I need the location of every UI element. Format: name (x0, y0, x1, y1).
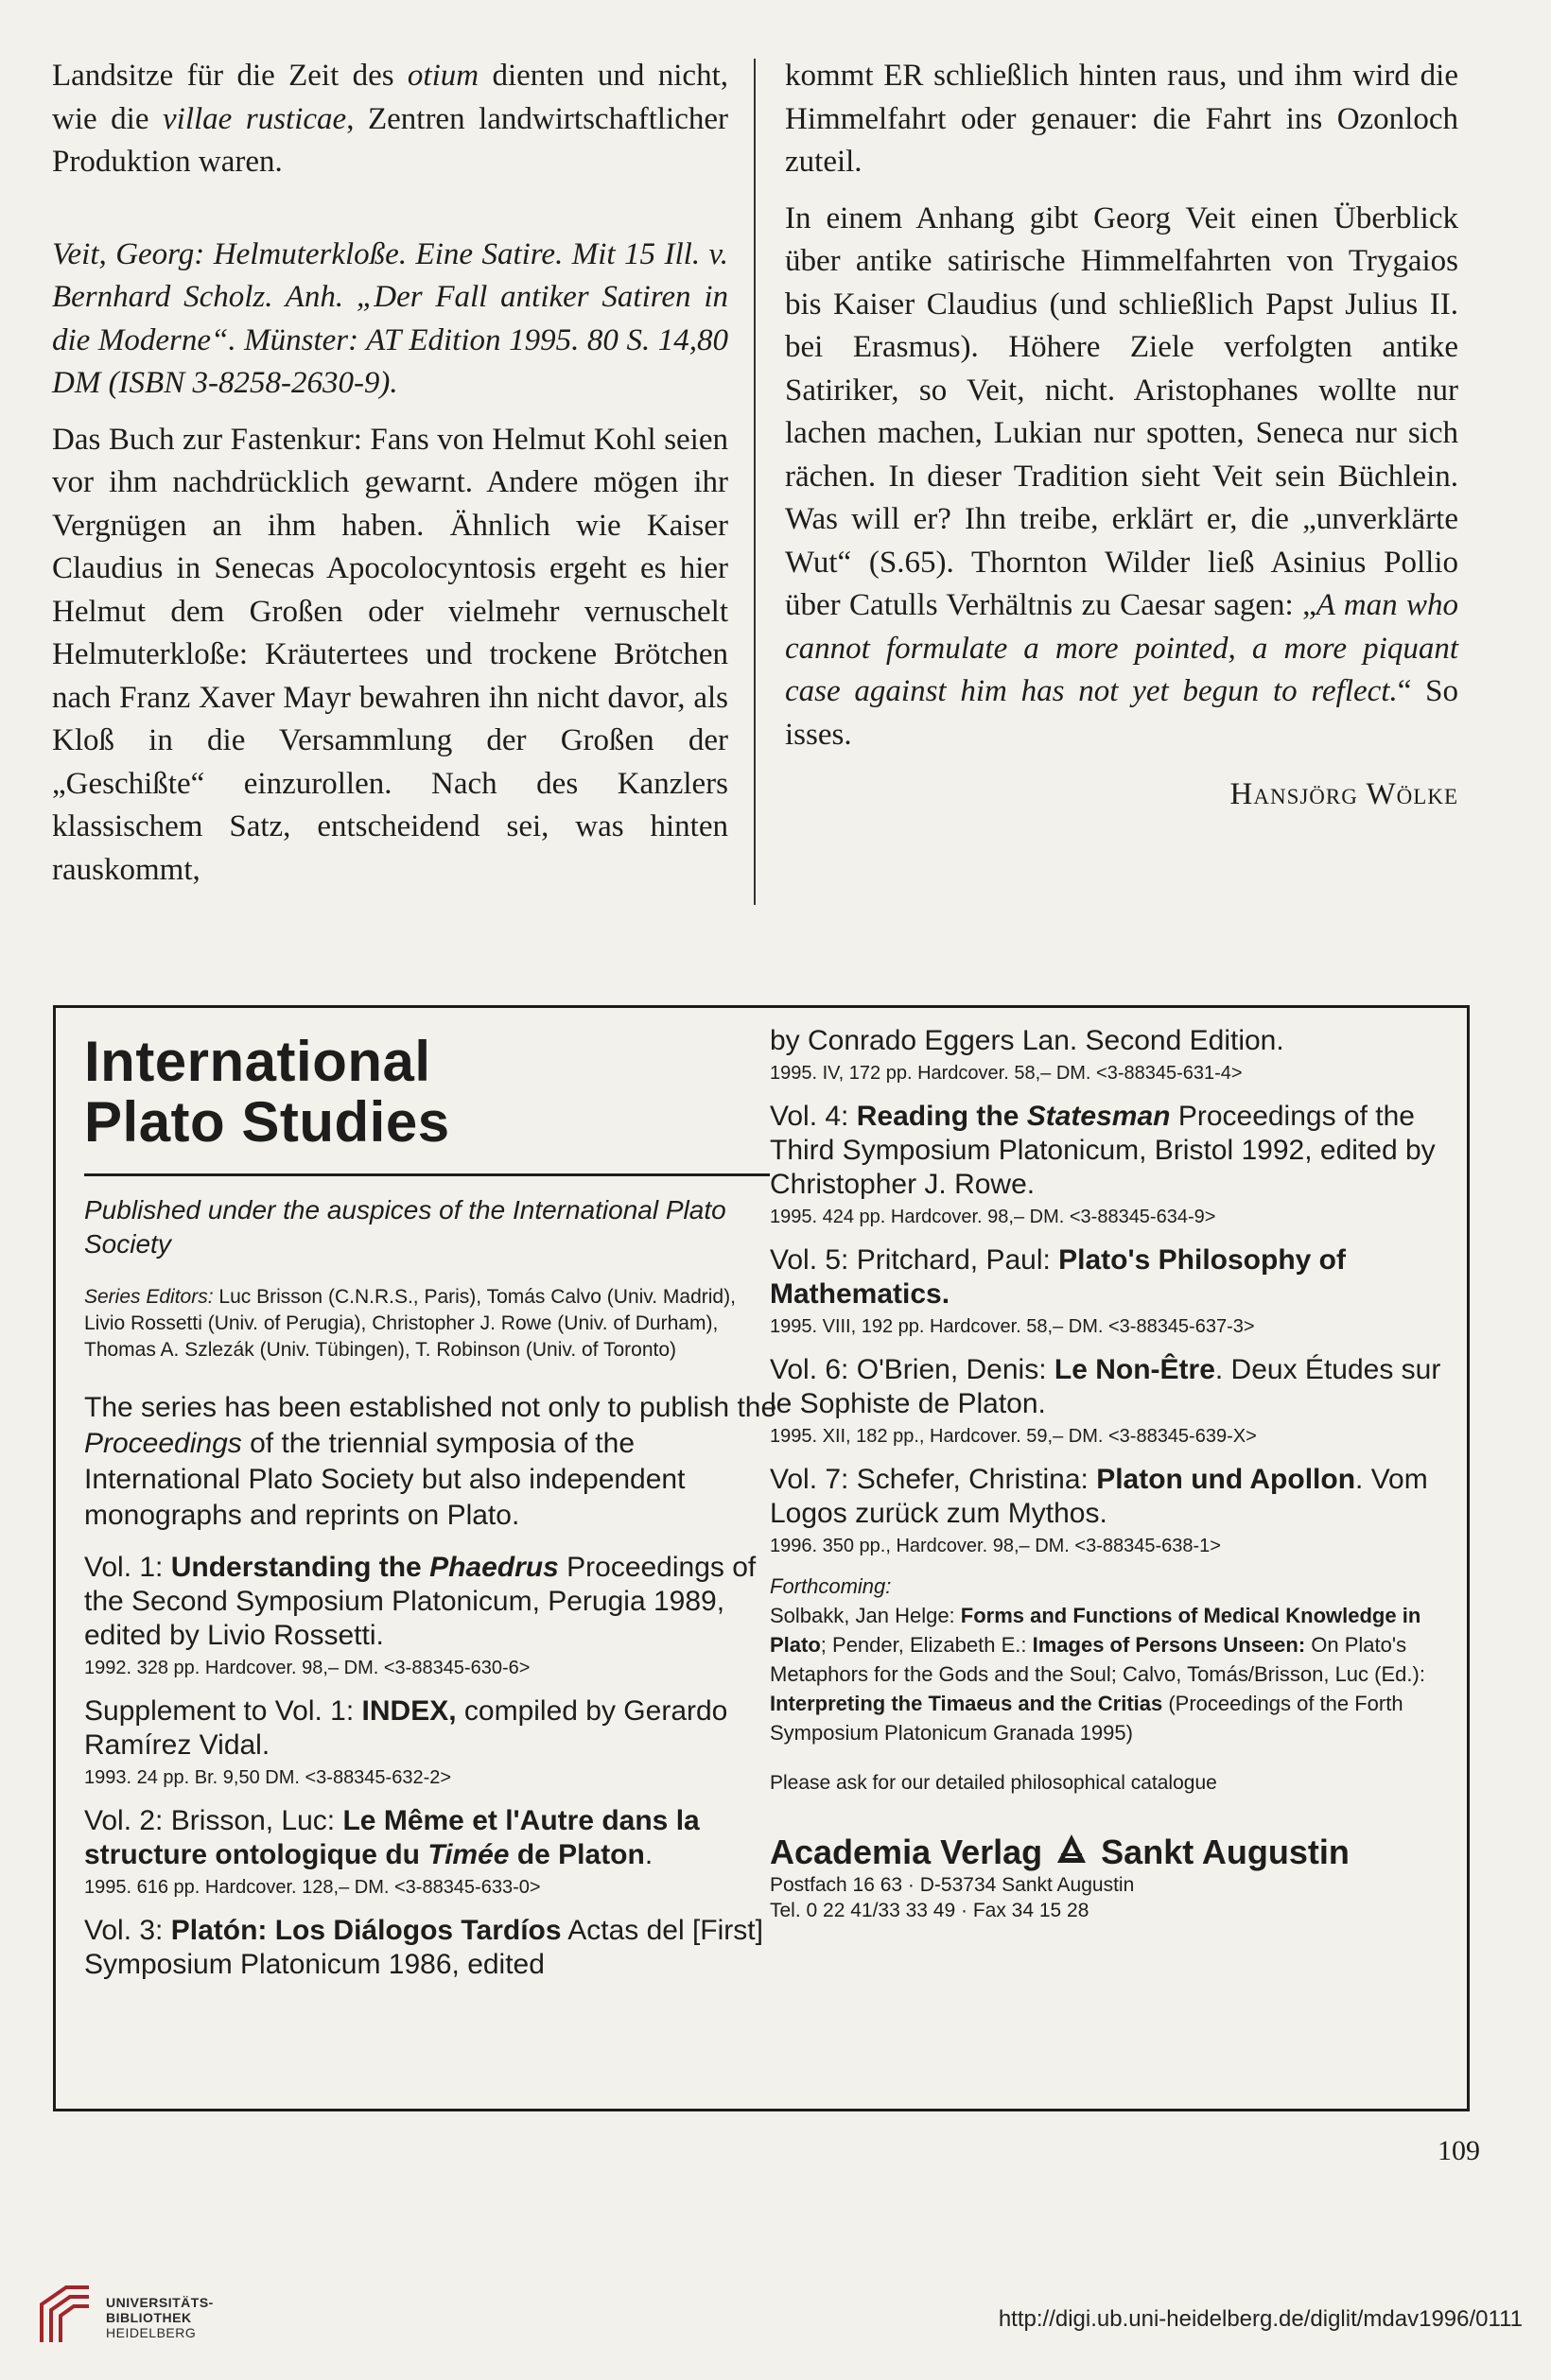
catalogue-request: Please ask for our detailed philosophical catalogue (770, 1772, 1217, 1794)
forthcoming-list: Solbakk, Jan Helge: Forms and Functions of Medical Knowledge in Plato; Pender, Elizabeth E.: Images of Persons Unseen: On Plato's Metaphors for the Gods and the Soul; Calvo, Tomás/Brisson, Luc (Ed.): Interpreting the Timaeus and the Critias (Proceedings of the Forth Symposium Platonicum Granada 1995) (770, 1604, 1425, 1745)
volume-3: Vol. 3: Platón: Los Diálogos Tardíos Actas del [First] Symposium Platonicum 1986, edited (84, 1915, 763, 1980)
page-number: 109 (1438, 2135, 1480, 2166)
review-left-paragraph-2: Das Buch zur Fastenkur: Fans von Helmut Kohl seien vor ihm nachdrücklich gewarnt. Andere mögen ihr Vergnügen an ihm haben. Ähnlich wie Kaiser Claudius in Senecas Apocolocyntosis ergeht es hier Helmut dem Großen oder vielmehr vernuschelt Helmuterkloße: Kräutertees und trockene Brötchen nach Franz Xaver Mayr bewahren ihn nicht davor, als Kloß in die Versammlung der Großen der „Geschißte“ einzurollen. Nach des Kanzlers klassischem Satz, entscheidend sei, was hinten rauskommt, (52, 422, 728, 887)
footer (0, 2274, 1551, 2380)
publisher-address: Postfach 16 63 · D-53734 Sankt Augustin (770, 1874, 1135, 1896)
publisher-phone: Tel. 0 22 41/33 33 49 · Fax 34 15 28 (770, 1900, 1089, 1921)
ad-right-column (770, 1024, 1451, 1923)
review-left-paragraph-1: Landsitze für die Zeit des otium dienten und nicht, wie die villae rusticae, Zentren landwirtschaftlicher Produktion waren. (52, 59, 728, 179)
volume-5: Vol. 5: Pritchard, Paul: Plato's Philosophy of Mathematics. 1995. VIII, 192 pp. Hardcover. 58,– DM. <3-88345-637-3> (770, 1244, 1346, 1337)
series-intro: The series has been established not only to publish the Proceedings of the triennial symposia of the International Plato Society but also independent monographs and reprints on Plato. (84, 1392, 777, 1531)
publisher-triangle-logo-icon (1055, 1833, 1088, 1872)
volume-2: Vol. 2: Brisson, Luc: Le Même et l'Autre dans la structure ontologique du Timée de Platon. 1995. 616 pp. Hardcover. 128,– DM. <3-88345-633-0> (84, 1805, 700, 1898)
review-left-column (52, 55, 728, 905)
review-right-column (785, 55, 1458, 830)
publisher-name: Academia Verlag Sankt Augustin (770, 1833, 1350, 1871)
library-emblem-icon (38, 2284, 93, 2351)
ad-subtitle: Published under the auspices of the International Plato Society (84, 1195, 726, 1259)
volume-1-supplement: Supplement to Vol. 1: INDEX, compiled by Gerardo Ramírez Vidal. 1993. 24 pp. Br. 9,50 DM. <3-88345-632-2> (84, 1695, 728, 1788)
column-divider (754, 59, 756, 905)
volume-3-continued: by Conrado Eggers Lan. Second Edition. 1995. IV, 172 pp. Hardcover. 58,– DM. <3-88345-631-4> (770, 1025, 1284, 1084)
ad-title: International Plato Studies (84, 1030, 450, 1154)
review-right-paragraph-2: In einem Anhang gibt Georg Veit einen Überblick über antike satirische Himmelfahrten von Trygaios bis Kaiser Claudius (und schließlich Papst Julius II. bei Erasmus). Höhere Ziele verfolgten antike Satiriker, so Veit, nicht. Aristophanes wollte nur lachen machen, Lukian nur spotten, Seneca nur sich rächen. In dieser Tradition sieht Veit sein Büchlein. Was will er? Ihn treibe, erklärt er, die „unverklärte Wut“ (S.65). Thornton Wilder ließ Asinius Pollio über Catulls Verhältnis zu Caesar sagen: „A man who cannot formulate a more pointed, a more piquant case against him has not yet begun to reflect.“ So isses. (785, 200, 1459, 752)
review-signature: Hansjörg Wölke (1229, 777, 1458, 811)
forthcoming-label: Forthcoming: (770, 1574, 892, 1598)
library-logo: UNIVERSITÄTS- BIBLIOTHEK HEIDELBERG (38, 2284, 214, 2351)
series-editors: Series Editors: Luc Brisson (C.N.R.S., Paris), Tomás Calvo (Univ. Madrid), Livio Rossetti (Univ. of Perugia), Christopher J. Rowe (Univ. of Durham), Thomas A. Szlezák (Univ. Tübingen), T. Robinson (Univ. of Toronto) (84, 1286, 736, 1361)
volume-6: Vol. 6: O'Brien, Denis: Le Non-Être. Deux Études sur le Sophiste de Platon. 1995. XII, 182 pp., Hardcover. 59,– DM. <3-88345-639-X> (770, 1354, 1441, 1447)
bibliographic-entry: Veit, Georg: Helmuterkloße. Eine Satire. Mit 15 Ill. v. Bernhard Scholz. Anh. „Der Fall antiker Satiren in die Moderne“. Münster: AT Edition 1995. 80 S. 14,80 DM (ISBN 3-8258-2630-9). (52, 236, 728, 400)
volume-7: Vol. 7: Schefer, Christina: Platon und Apollon. Vom Logos zurück zum Mythos. 1996. 350 pp., Hardcover. 98,– DM. <3-88345-638-1> (770, 1464, 1428, 1556)
ad-left-column (84, 1032, 779, 1995)
volume-1: Vol. 1: Understanding the Phaedrus Proceedings of the Second Symposium Platonicum, Perugia 1989, edited by Livio Rossetti. 1992. 328 pp. Hardcover. 98,– DM. <3-88345-630-6> (84, 1552, 757, 1678)
ad-title-rule (84, 1173, 770, 1176)
review-right-paragraph-1: kommt ER schließlich hinten raus, und ihm wird die Himmelfahrt oder genauer: die Fahrt ins Ozonloch zuteil. (785, 59, 1458, 179)
source-url-link[interactable]: http://digi.ub.uni-heidelberg.de/diglit/mdav1996/0111 (998, 2306, 1523, 2332)
volume-4: Vol. 4: Reading the Statesman Proceedings of the Third Symposium Platonicum, Bristol 1992, edited by Christopher J. Rowe. 1995. 424 pp. Hardcover. 98,– DM. <3-88345-634-9> (770, 1101, 1436, 1227)
plato-studies-advertisement (53, 1005, 1470, 2111)
